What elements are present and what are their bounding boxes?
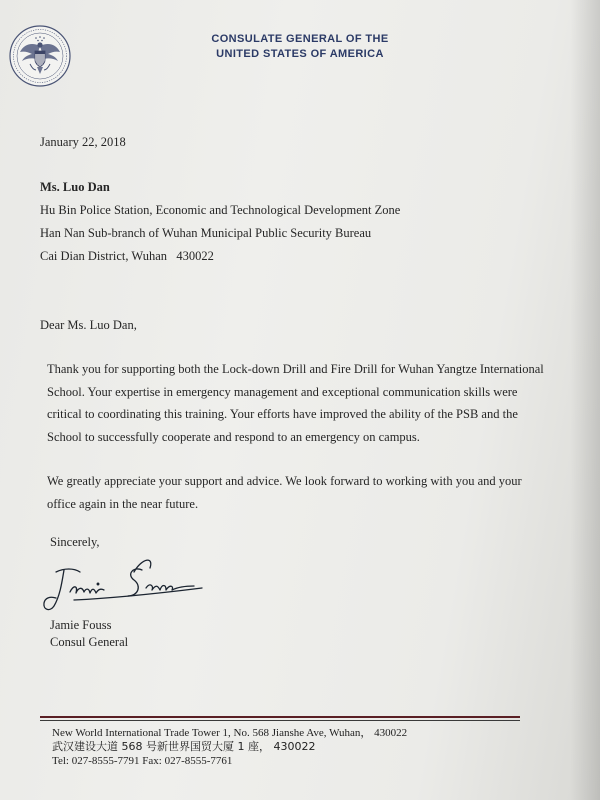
footer-address-chinese: 武汉建设大道 568 号新世界国贸大厦 1 座， 430022	[52, 740, 316, 753]
footer-phone-fax: Tel: 027-8555-7791 Fax: 027-8555-7761	[52, 755, 233, 767]
footer-address-english: New World International Trade Tower 1, No. 568 Jianshe Ave, Wuhan， 430022	[52, 727, 408, 739]
recipient-address-line-1: Hu Bin Police Station, Economic and Technological Development Zone	[40, 203, 401, 217]
signer-name: Jamie Fouss	[50, 618, 112, 632]
signature-image	[34, 548, 224, 618]
letter-date: January 22, 2018	[40, 135, 126, 149]
closing: Sincerely,	[50, 535, 100, 549]
recipient-address-line-2: Han Nan Sub-branch of Wuhan Municipal Public Security Bureau	[40, 226, 372, 240]
great-seal-icon	[8, 24, 72, 88]
recipient-block	[40, 176, 400, 268]
letterhead	[170, 32, 430, 62]
letterhead-line-1: CONSULATE GENERAL OF THE	[211, 33, 389, 45]
body-paragraph-2: We greatly appreciate your support and advice. We look forward to working with you and your office again in the near future.	[47, 474, 522, 511]
body-paragraph-1: Thank you for supporting both the Lock-down Drill and Fire Drill for Wuhan Yangtze International School. Your expertise in emergency management and exceptional communication skills were critical to coordinating this training. Your efforts have improved the ability of the PSB and the School to successfully cooperate and respond to an emergency on campus.	[47, 362, 544, 444]
letterhead-line-2: UNITED STATES OF AMERICA	[216, 48, 384, 60]
recipient-address-line-3: Cai Dian District, Wuhan 430022	[40, 249, 214, 263]
recipient-name: Ms. Luo Dan	[40, 180, 110, 194]
footer-rule-thin	[40, 720, 520, 721]
footer-rule	[40, 716, 520, 718]
page-shadow	[570, 0, 600, 800]
salutation: Dear Ms. Luo Dan,	[40, 318, 137, 332]
signer-title: Consul General	[50, 635, 129, 649]
